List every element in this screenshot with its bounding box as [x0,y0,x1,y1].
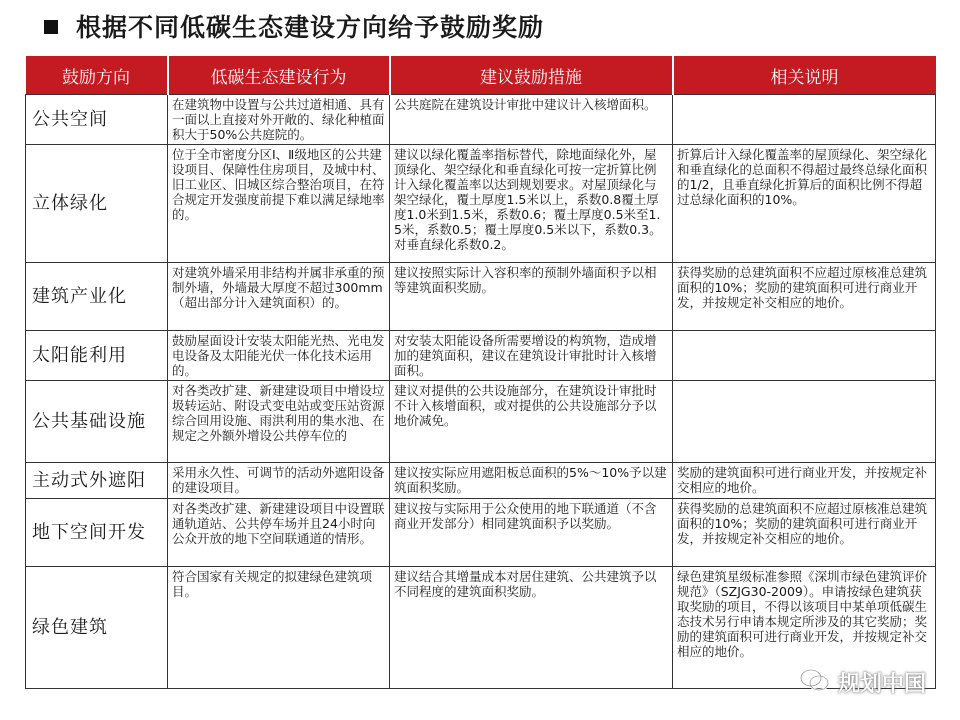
table-row [26,331,936,381]
row-category: 绿色建筑 [26,567,168,689]
slide-title [44,8,544,44]
row-measure: 建议对提供的公共设施部分，在建筑设计审批时不计入核增面积，或对提供的公共设施部分予以地价减免。 [390,381,673,463]
table-row [26,381,936,463]
row-measure: 对安装太阳能设备所需要增设的构筑物，造成增加的建筑面积，建议在建筑设计审批时计入核增面积。 [390,331,673,381]
table-row [26,145,936,263]
row-behavior: 采用永久性、可调节的活动外遮阳设备的建设项目。 [168,463,390,499]
row-category: 太阳能利用 [26,331,168,381]
table-row [26,499,936,567]
row-note: 获得奖励的总建筑面积不应超过原核准总建筑面积的10%；奖励的建筑面积可进行商业开发，并按规定补交相应的地价。 [673,263,936,331]
header-behavior: 低碳生态建设行为 [168,56,390,95]
row-behavior: 对各类改扩建、新建建设项目中增设垃圾转运站、附设式变电站或变压站资源综合回用设施、雨洪利用的集水池、在规定之外额外增设公共停车位的 [168,381,390,463]
row-behavior: 对建筑外墙采用非结构并属非承重的预制外墙，外墙最大厚度不超过300mm（超出部分计入建筑面积）的。 [168,263,390,331]
header-direction: 鼓励方向 [26,56,168,95]
row-measure: 建议以绿化覆盖率指标替代，除地面绿化外，屋顶绿化、架空绿化和垂直绿化可按一定折算比例计入绿化覆盖率以达到规划要求。对屋顶绿化与架空绿化，覆土厚度1.5米以上，系数0.8覆土厚度1.0米到1.5米，系数0.6；覆土厚度0.5米至1.5米，系数0.5；覆土厚度0.5米以下，系数0.3。对垂直绿化系数0.2。 [390,145,673,263]
row-note: 绿色建筑星级标准参照《深圳市绿色建筑评价规范》（SZJG30-2009）。申请按绿色建筑获取奖励的项目，不得以该项目中某单项低碳生态技术另行申请本规定所涉及的其它奖励；奖励的建筑面积可进行商业开发，并按规定补交相应的地价。 [673,567,936,689]
row-measure: 建议按实际应用遮阳板总面积的5%～10%予以建筑面积奖励。 [390,463,673,499]
row-note [673,95,936,145]
row-behavior: 位于全市密度分区Ⅰ、Ⅱ级地区的公共建设项目、保障性住房项目，及城中村、旧工业区、旧城区综合整治项目，在符合规定开发强度前提下难以满足绿地率的。 [168,145,390,263]
row-measure: 建议按照实际计入容积率的预制外墙面积予以相等建筑面积奖励。 [390,263,673,331]
row-category: 主动式外遮阳 [26,463,168,499]
row-measure: 公共庭院在建筑设计审批中建议计入核增面积。 [390,95,673,145]
watermark [800,667,926,698]
row-category: 公共空间 [26,95,168,145]
wechat-icon [800,668,830,698]
row-note [673,331,936,381]
table-header-row [26,56,936,95]
row-behavior: 鼓励屋面设计安装太阳能光热、光电发电设备及太阳能光伏一体化技术运用的。 [168,331,390,381]
header-measure: 建议鼓励措施 [390,56,673,95]
row-category: 公共基础设施 [26,381,168,463]
row-category: 建筑产业化 [26,263,168,331]
header-note: 相关说明 [673,56,936,95]
table-row [26,263,936,331]
title-text: 根据不同低碳生态建设方向给予鼓励奖励 [76,13,545,42]
row-note: 获得奖励的总建筑面积不应超过原核准总建筑面积的10%；奖励的建筑面积可进行商业开发，并按规定补交相应的地价。 [673,499,936,567]
row-behavior: 符合国家有关规定的拟建绿色建筑项目。 [168,567,390,689]
table-row [26,95,936,145]
row-category: 立体绿化 [26,145,168,263]
row-measure: 建议结合其增量成本对居住建筑、公共建筑予以不同程度的建筑面积奖励。 [390,567,673,689]
watermark-text: 规划中国 [837,672,926,697]
row-note: 折算后计入绿化覆盖率的屋顶绿化、架空绿化和垂直绿化的总面积不得超过最终总绿化面积的1/2，且垂直绿化折算后的面积比例不得超过总绿化面积的10%。 [673,145,936,263]
row-behavior: 在建筑物中设置与公共过道相通、具有一面以上直接对外开敞的、绿化种植面积大于50%公共庭院的。 [168,95,390,145]
row-measure: 建议按与实际用于公众使用的地下联通道（不含商业开发部分）相同建筑面积予以奖励。 [390,499,673,567]
square-bullet-icon [44,20,58,34]
incentive-table [25,56,936,689]
row-note: 奖励的建筑面积可进行商业开发，并按规定补交相应的地价。 [673,463,936,499]
row-category: 地下空间开发 [26,499,168,567]
row-behavior: 对各类改扩建、新建建设项目中设置联通轨道站、公共停车场并且24小时向公众开放的地下空间联通道的情形。 [168,499,390,567]
row-note [673,381,936,463]
table-row [26,463,936,499]
